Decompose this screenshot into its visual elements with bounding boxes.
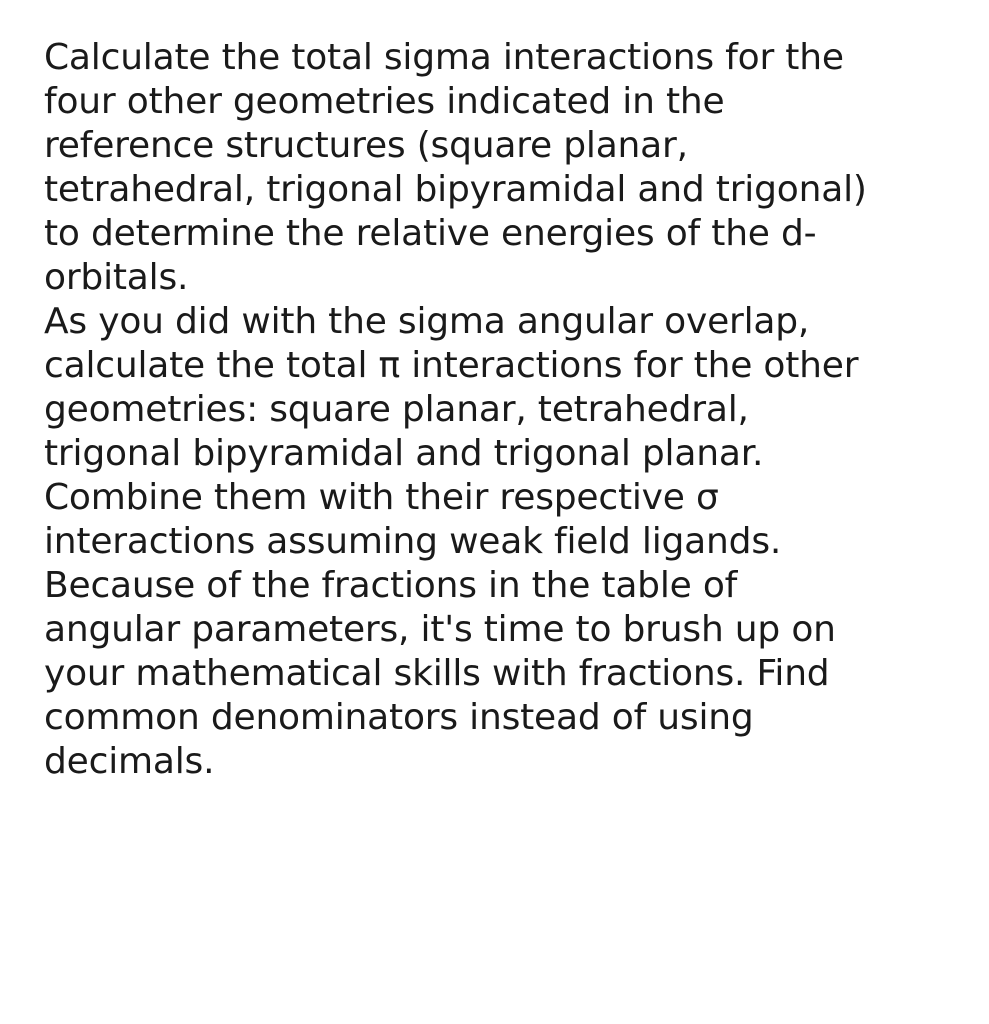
- text-line: orbitals.: [44, 257, 189, 298]
- text-line: Calculate the total sigma interactions for the: [44, 37, 844, 78]
- text-line: to determine the relative energies of the d-: [44, 213, 817, 254]
- text-line: your mathematical skills with fractions. Find: [44, 653, 830, 694]
- text-line: Combine them with their respective σ: [44, 477, 719, 518]
- text-line: angular parameters, it's time to brush up on: [44, 609, 836, 650]
- text-line: common denominators instead of using: [44, 697, 754, 738]
- text-line: reference structures (square planar,: [44, 125, 688, 166]
- text-line: trigonal bipyramidal and trigonal planar.: [44, 433, 764, 474]
- text-line: Because of the fractions in the table of: [44, 565, 738, 606]
- text-line: geometries: square planar, tetrahedral,: [44, 389, 749, 430]
- text-line: decimals.: [44, 741, 215, 782]
- text-line: four other geometries indicated in the: [44, 81, 725, 122]
- text-line: calculate the total π interactions for the other: [44, 345, 859, 386]
- text-line: interactions assuming weak field ligands.: [44, 521, 782, 562]
- instruction-text-block: [44, 36, 944, 784]
- text-line: As you did with the sigma angular overlap,: [44, 301, 810, 342]
- text-line: tetrahedral, trigonal bipyramidal and trigonal): [44, 169, 867, 210]
